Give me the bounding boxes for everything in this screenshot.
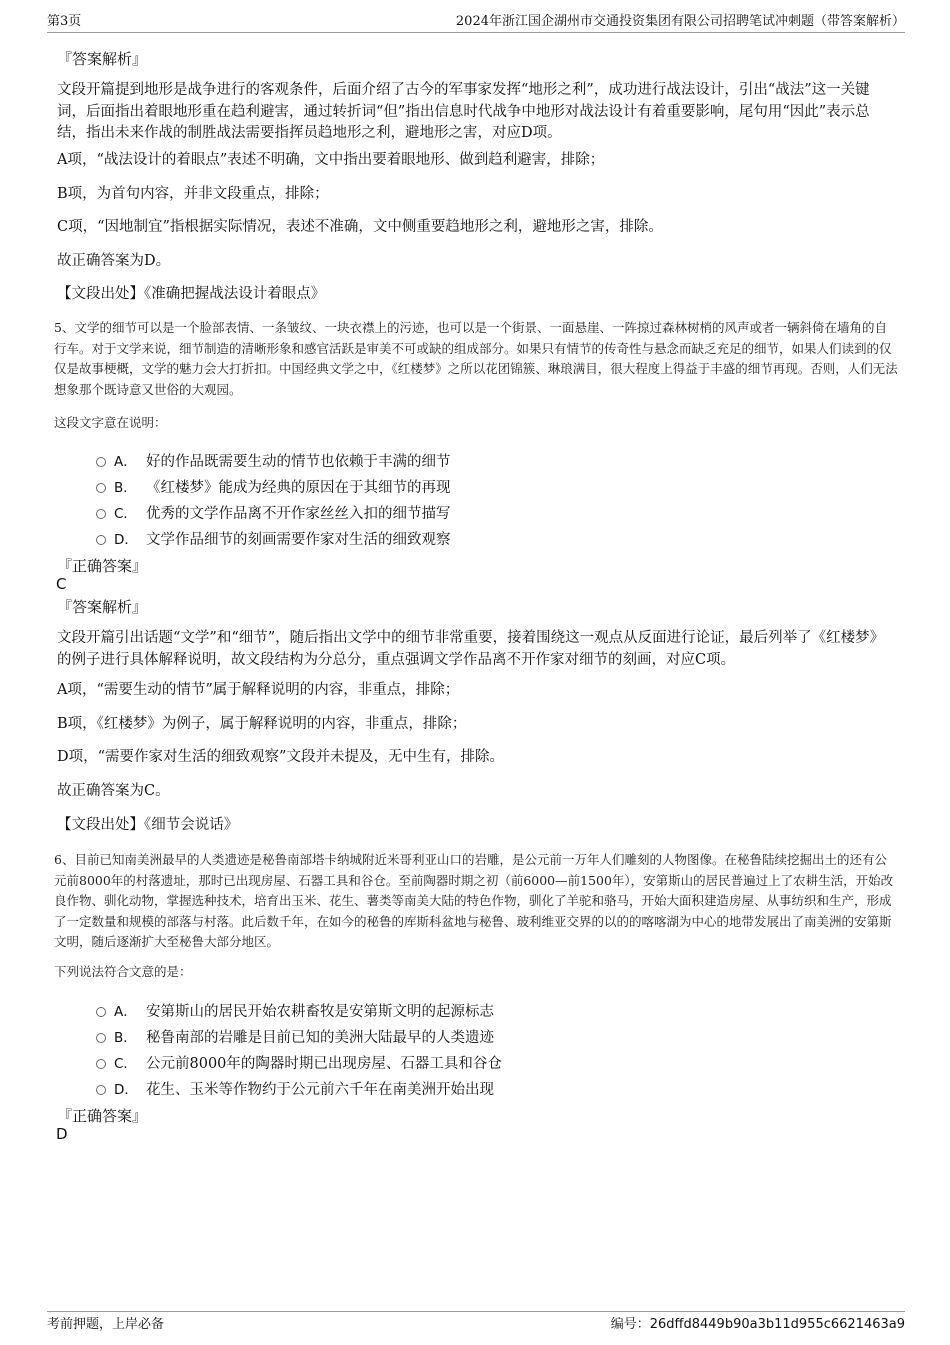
q5-option-b-note: B项，《红楼梦》为例子，属于解释说明的内容，非重点，排除； bbox=[57, 716, 467, 732]
radio-icon[interactable] bbox=[96, 483, 106, 493]
q5-answer: C bbox=[56, 575, 67, 593]
q6-option-c[interactable]: C． 公元前8000年的陶器时期已出现房屋、石器工具和谷仓 bbox=[96, 1052, 502, 1073]
radio-icon[interactable] bbox=[96, 1033, 106, 1043]
radio-icon[interactable] bbox=[96, 1007, 106, 1017]
q4-conclusion: 故正确答案为D。 bbox=[57, 253, 171, 269]
page-footer bbox=[47, 1311, 905, 1334]
document-title: 2024年浙江国企湖州市交通投资集团有限公司招聘笔试冲刺题（带答案解析） bbox=[455, 14, 905, 29]
q5-option-a-note: A项，“需要生动的情节”属于解释说明的内容，非重点，排除； bbox=[57, 682, 460, 698]
q6-answer: D bbox=[56, 1125, 68, 1143]
q6-stem: 6、目前已知南美洲最早的人类遗迹是秘鲁南部塔卡纳城附近米哥利亚山口的岩雕，是公元前一万年人们雕刻的人物图像。在秘鲁陆续挖掘出土的还有公元前8000年的村落遗址，那时已出现房屋、石器工具和谷仓。至前陶器时期之初（前6000—前1500年），安第斯山的居民普遍过上了农耕生活，开始改良作物、驯化动物，掌握选种技术，培育出玉米、花生、薯类等南美大陆的特色作物，驯化了羊驼和骆马，开始大面积建造房屋、从事纺织和生产，形成了一定数量和规模的部落与村落。此后数千年，在如今的秘鲁的库斯科盆地与秘鲁、玻利维亚交界的以的的喀喀湖为中心的地带发展出了南美洲的安第斯文明，随后逐渐扩大至秘鲁大部分地区。 bbox=[54, 852, 894, 949]
q5-option-a[interactable]: A． 好的作品既需要生动的情节也依赖于丰满的细节 bbox=[96, 450, 451, 471]
q4-analysis-label: 『答案解析』 bbox=[57, 50, 148, 68]
q4-option-b-note: B项，为首句内容，并非文段重点，排除； bbox=[57, 186, 329, 202]
q5-question: 这段文字意在说明： bbox=[54, 415, 167, 430]
radio-icon[interactable] bbox=[96, 1085, 106, 1095]
q6-option-b[interactable]: B． 秘鲁南部的岩雕是目前已知的美洲大陆最早的人类遗迹 bbox=[96, 1026, 494, 1047]
q5-answer-label: 『正确答案』 bbox=[57, 557, 148, 575]
q5-option-d[interactable]: D． 文学作品细节的刻画需要作家对生活的细致观察 bbox=[96, 528, 451, 549]
document-code: 编号：26dffd8449b90a3b11d955c6621463a9 bbox=[610, 1317, 905, 1332]
q6-option-a[interactable]: A． 安第斯山的居民开始农耕畜牧是安第斯文明的起源标志 bbox=[96, 1000, 494, 1021]
q5-analysis-label: 『答案解析』 bbox=[57, 598, 148, 616]
footer-slogan: 考前押题，上岸必备 bbox=[47, 1317, 165, 1332]
q5-option-d-note: D项，“需要作家对生活的细致观察”文段并未提及，无中生有，排除。 bbox=[57, 749, 504, 765]
q5-stem: 5、文学的细节可以是一个脸部表情、一条皱纹、一块衣襟上的污迹，也可以是一个街景、一面悬崖、一阵掠过森林树梢的风声或者一辆斜倚在墙角的自行车。对于文学来说，细节制造的清晰形象和感官活跃是审美不可或缺的组成部分。如果只有情节的传奇性与悬念而缺乏充足的细节，如果人们读到的仅仅是故事梗概，文学的魅力会大打折扣。中国经典文学之中，《红楼梦》之所以花团锦簇、琳琅满目，很大程度上得益于丰盛的细节再现。否则，人们无法想象那个既诗意又世俗的大观园。 bbox=[54, 320, 898, 397]
q5-conclusion: 故正确答案为C。 bbox=[57, 783, 170, 799]
q6-question: 下列说法符合文意的是： bbox=[54, 964, 192, 979]
q4-option-c-note: C项，“因地制宜”指根据实际情况，表述不准确，文中侧重要趋地形之利，避地形之害，排除。 bbox=[57, 219, 663, 235]
page-header bbox=[47, 12, 905, 33]
q6-answer-label: 『正确答案』 bbox=[57, 1107, 148, 1125]
q5-analysis-text: 文段开篇引出话题“文学”和“细节”，随后指出文学中的细节非常重要，接着围绕这一观点从反面进行论证，最后列举了《红楼梦》的例子进行具体解释说明，故文段结构为分总分，重点强调文学作品离不开作家对细节的刻画，对应C项。 bbox=[57, 630, 885, 668]
q5-option-c[interactable]: C． 优秀的文学作品离不开作家丝丝入扣的细节描写 bbox=[96, 502, 451, 523]
q6-option-d[interactable]: D． 花生、玉米等作物约于公元前六千年在南美洲开始出现 bbox=[96, 1078, 494, 1099]
radio-icon[interactable] bbox=[96, 509, 106, 519]
q4-option-a-note: A项，“战法设计的着眼点”表述不明确，文中指出要着眼地形、做到趋利避害，排除； bbox=[57, 152, 605, 168]
radio-icon[interactable] bbox=[96, 457, 106, 467]
radio-icon[interactable] bbox=[96, 535, 106, 545]
q5-option-b[interactable]: B． 《红楼梦》能成为经典的原因在于其细节的再现 bbox=[96, 476, 451, 497]
q5-source: 【文段出处】《细节会说话》 bbox=[57, 817, 239, 833]
page-number: 第3页 bbox=[47, 14, 82, 29]
radio-icon[interactable] bbox=[96, 1059, 106, 1069]
q4-source: 【文段出处】《准确把握战法设计着眼点》 bbox=[57, 286, 326, 302]
q4-analysis-text: 文段开篇提到地形是战争进行的客观条件，后面介绍了古今的军事家发挥“地形之利”，成功进行战法设计，引出“战法”这一关键词，后面指出着眼地形重在趋利避害，通过转折词“但”指出信息时代战争中地形对战法设计有着重要影响，尾句用“因此”表示总结，指出未来作战的制胜战法需要指挥员趋地形之利，避地形之害，对应D项。 bbox=[57, 82, 870, 141]
